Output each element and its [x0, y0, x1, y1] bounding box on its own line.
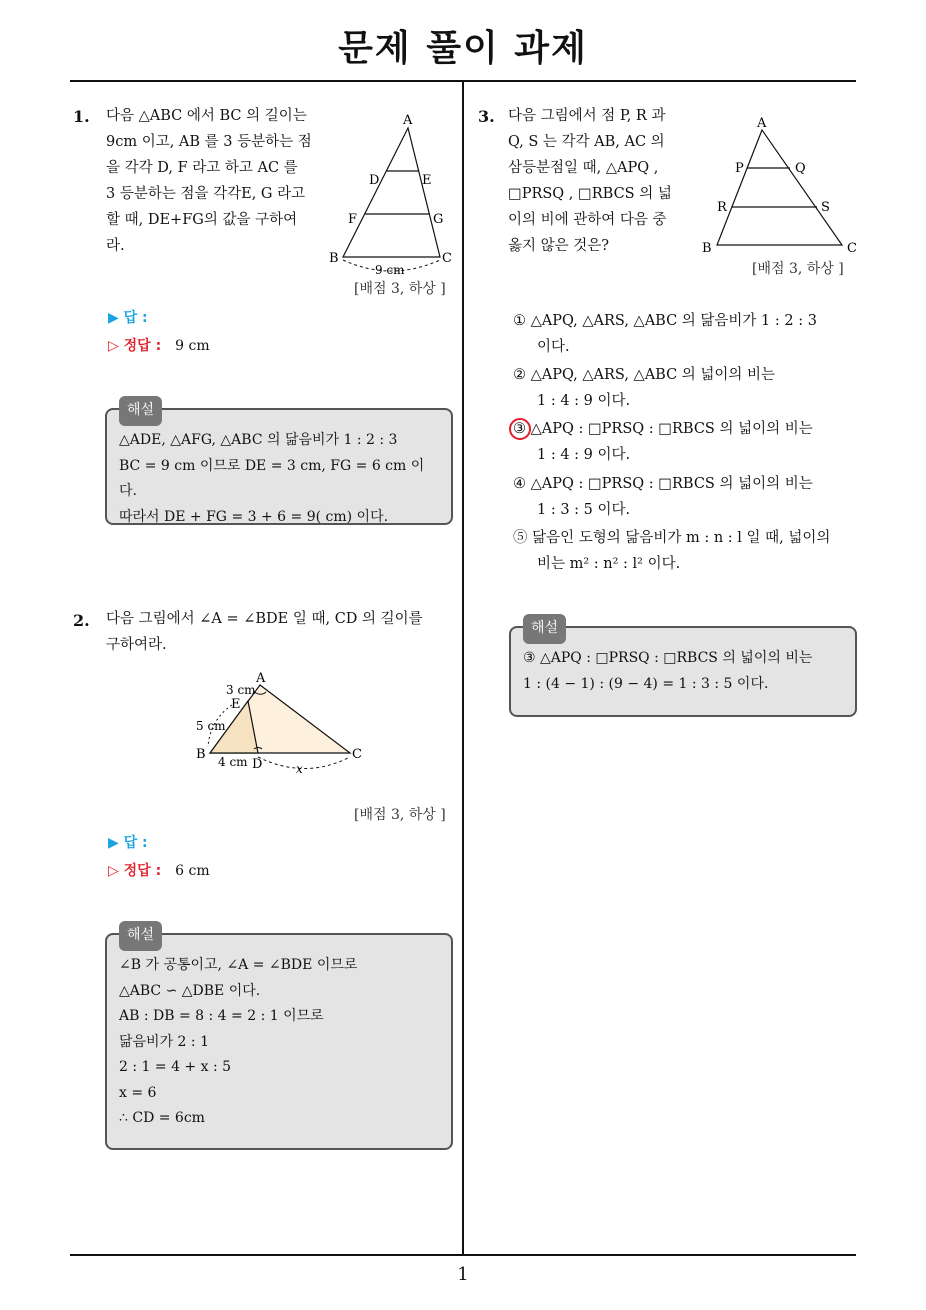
correct-answer-row — [108, 860, 210, 880]
question-line: 할 때, DE+FG의 값을 구하여 — [106, 212, 298, 228]
explanation-line: ∴ CD = 6cm — [119, 1110, 205, 1126]
option-line: 비는 m² : n² : l² 이다. — [537, 556, 681, 572]
explanation-tag: 해설 — [119, 396, 162, 426]
option-2[interactable] — [513, 362, 775, 414]
label-p: P — [735, 161, 744, 176]
option-1[interactable] — [513, 308, 817, 360]
label-b: B — [702, 241, 712, 256]
explanation-box — [105, 402, 453, 525]
answer-row — [108, 832, 148, 852]
label-bc-length: 9 cm — [375, 263, 405, 277]
question-line: 삼등분점일 때, △APQ , — [508, 160, 659, 176]
question-text — [106, 606, 458, 658]
option-3[interactable] — [513, 416, 813, 468]
answer-row — [108, 307, 148, 327]
correct-label: ▷ 정답 : — [108, 863, 162, 879]
question-line: 라. — [106, 238, 125, 254]
correct-label: ▷ 정답 : — [108, 338, 162, 354]
question-line: 옳지 않은 것은? — [508, 238, 610, 254]
label-g: G — [433, 212, 444, 227]
label-r: R — [717, 200, 727, 215]
explanation-line: x = 6 — [119, 1084, 157, 1101]
explanation-line: △ADE, △AFG, △ABC 의 닮음비가 1 : 2 : 3 — [119, 432, 398, 448]
label-a: A — [757, 116, 767, 131]
score-label: [배점 3, 하상 ] — [752, 261, 844, 277]
question-line: 3 등분하는 점을 각각E, G 라고 — [106, 186, 306, 202]
label-b: B — [329, 251, 339, 266]
question-line: Q, S 는 각각 AB, AC 의 — [508, 134, 665, 150]
question-line: 이의 비에 관하여 다음 중 — [508, 212, 667, 228]
score-label: [배점 3, 하상 ] — [354, 807, 446, 823]
option-line: 1 : 4 : 9 이다. — [537, 393, 631, 409]
explanation-tag: 해설 — [119, 921, 162, 951]
option-line: ③ △APQ : □PRSQ : □RBCS 의 넓이의 비는 — [513, 421, 813, 437]
page-title: 문제 풀이 과제 — [338, 28, 588, 69]
label-e: E — [231, 697, 241, 712]
question-line: 을 각각 D, F 라고 하고 AC 를 — [106, 160, 298, 176]
q2-figure — [190, 665, 380, 780]
explanation-box — [509, 620, 857, 717]
question-line: □PRSQ , □RBCS 의 넓 — [508, 186, 672, 202]
question-number: 3. — [478, 107, 495, 126]
label-s: S — [821, 200, 830, 215]
label-c: C — [847, 241, 857, 256]
correct-value: 6 cm — [175, 863, 210, 879]
answer-label: ▶ 답 : — [108, 835, 148, 851]
explanation-line: AB : DB = 8 : 4 = 2 : 1 이므로 — [119, 1008, 324, 1024]
explanation-line: 따라서 DE + FG = 3 + 6 = 9( cm) 이다. — [119, 508, 389, 525]
question-number: 2. — [73, 611, 90, 630]
label-e: E — [422, 173, 432, 188]
question-line: 다음 그림에서 점 P, R 과 — [508, 108, 666, 124]
explanation-line: 1 : (4 − 1) : (9 − 4) = 1 : 3 : 5 이다. — [523, 675, 769, 692]
label-ae-length: 3 cm — [226, 683, 256, 697]
question-line: 다음 그림에서 ∠A = ∠BDE 일 때, CD 의 길이를 — [106, 611, 423, 627]
option-line: ② △APQ, △ARS, △ABC 의 넓이의 비는 — [513, 367, 776, 383]
label-f: F — [348, 212, 358, 227]
label-c: C — [442, 251, 452, 266]
page-number: 1 — [457, 1264, 469, 1285]
explanation-tag: 해설 — [523, 614, 566, 644]
label-bd-length: 4 cm — [218, 755, 248, 769]
score-label: [배점 3, 하상 ] — [354, 281, 446, 297]
question-number: 1. — [73, 107, 90, 126]
correct-answer-row — [108, 335, 210, 355]
label-d: D — [252, 757, 263, 772]
option-4[interactable] — [513, 471, 813, 523]
question-line: 9cm 이고, AB 를 3 등분하는 점 — [106, 134, 312, 150]
q3-figure — [697, 110, 862, 260]
bottom-rule — [70, 1254, 856, 1256]
label-d: D — [369, 173, 380, 188]
label-dc-length: x — [296, 762, 303, 776]
answer-label: ▶ 답 : — [108, 310, 148, 326]
question-text — [106, 103, 321, 259]
option-line: ④ △APQ : □PRSQ : □RBCS 의 넓이의 비는 — [513, 476, 813, 492]
label-a: A — [256, 671, 266, 686]
correct-value: 9 cm — [175, 338, 210, 354]
explanation-box — [105, 927, 453, 1150]
label-a: A — [403, 113, 413, 128]
option-line: 이다. — [537, 339, 570, 355]
explanation-line: △ABC ∽ △DBE 이다. — [119, 982, 261, 999]
explanation-line: 닮음비가 2 : 1 — [119, 1033, 209, 1050]
explanation-line: 2 : 1 = 4 + x : 5 — [119, 1059, 232, 1075]
explanation-line: ③ △APQ : □PRSQ : □RBCS 의 넓이의 비는 — [523, 650, 813, 666]
explanation-line: ∠B 가 공통이고, ∠A = ∠BDE 이므로 — [119, 957, 358, 973]
label-eb-length: 5 cm — [196, 719, 226, 733]
question-line: 다음 △ABC 에서 BC 의 길이는 — [106, 108, 307, 124]
option-line: ⑤ 닮음인 도형의 닮음비가 m : n : l 일 때, 넓이의 — [513, 530, 831, 546]
label-q: Q — [795, 161, 806, 176]
question-text — [508, 103, 684, 259]
explanation-line: BC = 9 cm 이므로 DE = 3 cm, FG = 6 cm 이다. — [119, 457, 425, 499]
label-b: B — [196, 747, 206, 762]
option-line: 1 : 4 : 9 이다. — [537, 447, 631, 463]
column-divider — [462, 82, 464, 1256]
option-5[interactable] — [513, 525, 830, 577]
option-line: 1 : 3 : 5 이다. — [537, 502, 631, 518]
q1-figure — [325, 110, 460, 280]
question-line: 구하여라. — [106, 637, 167, 653]
option-line: ① △APQ, △ARS, △ABC 의 닮음비가 1 : 2 : 3 — [513, 313, 817, 329]
label-c: C — [352, 747, 362, 762]
